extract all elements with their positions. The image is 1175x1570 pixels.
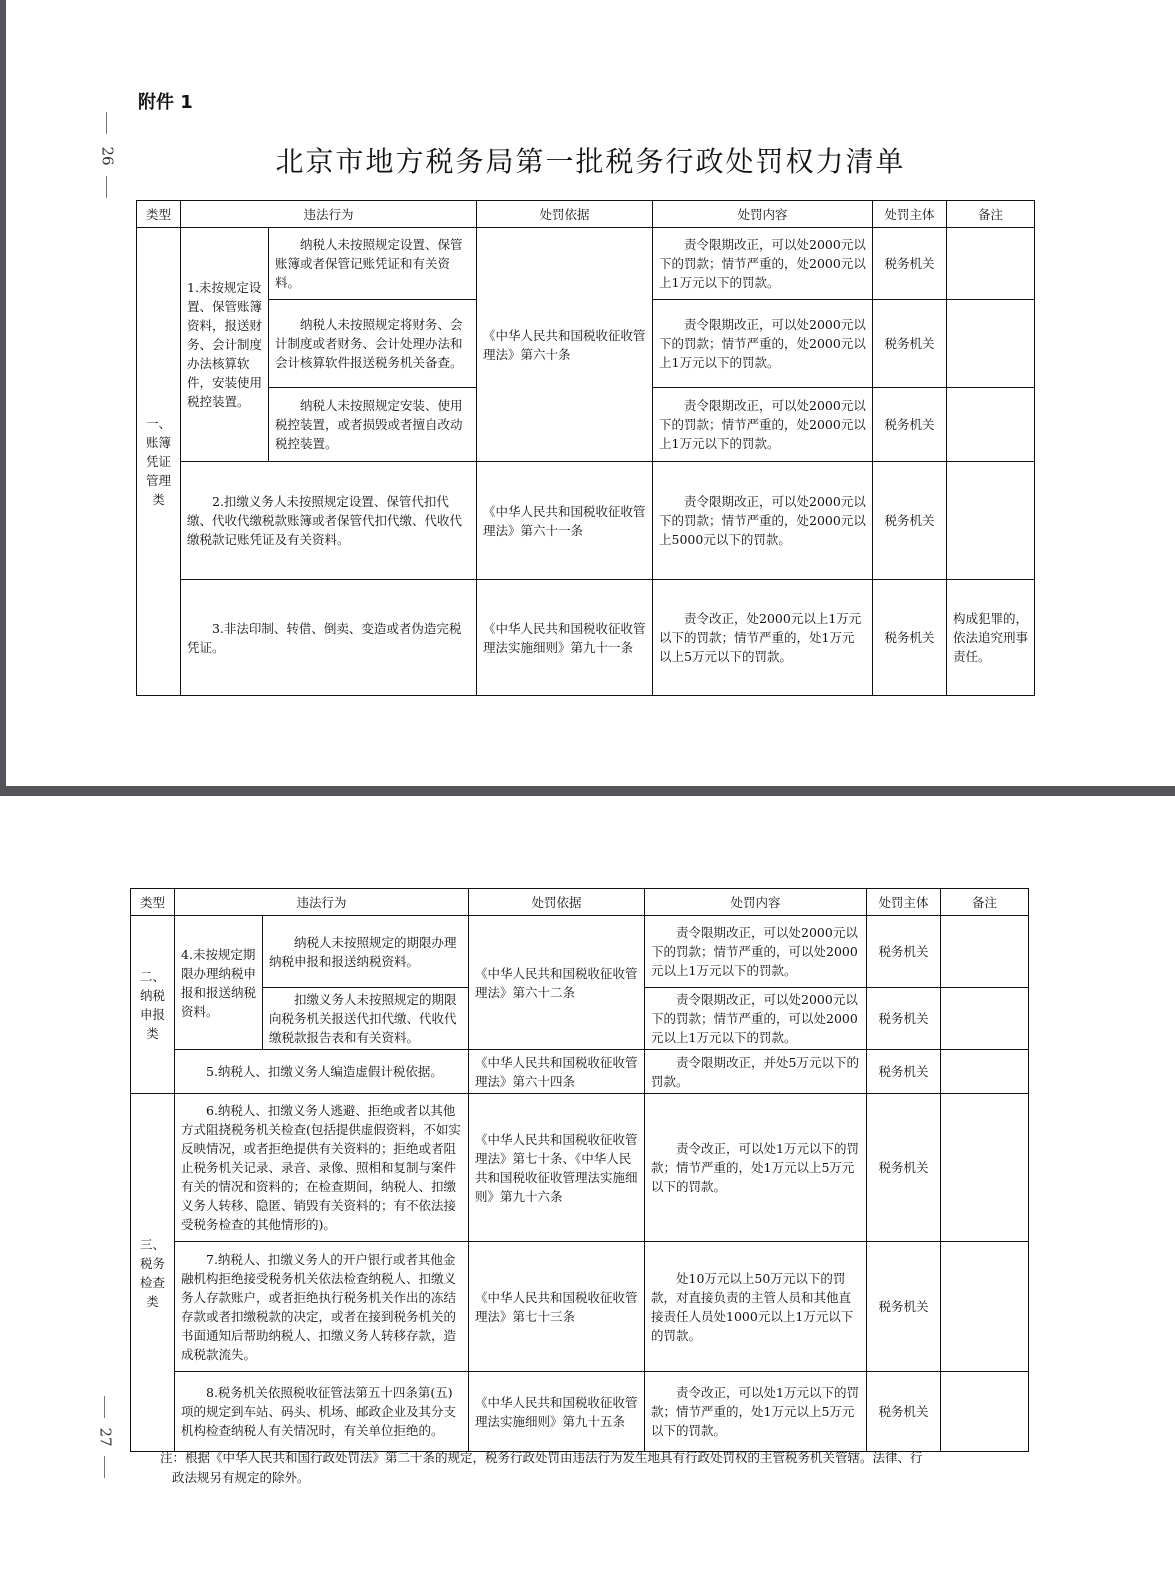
subject-cell: 税务机关 — [873, 300, 947, 388]
header-remark: 备注 — [941, 889, 1029, 916]
content-cell: 责令限期改正，可以处2000元以下的罚款；情节严重的，处2000元以上1万元以下的罚款。 — [653, 300, 873, 388]
header-basis: 处罚依据 — [469, 889, 645, 916]
content-cell: 处10万元以上50万元以下的罚款，对直接负责的主管人员和其他直接责任人员处1000元以上1万元以下的罚款。 — [645, 1242, 867, 1372]
content-cell: 责令限期改正，可以处2000元以下的罚款；情节严重的，可以处2000元以上1万元以下的罚款。 — [645, 988, 867, 1050]
table-row — [131, 916, 1029, 988]
header-subject: 处罚主体 — [873, 201, 947, 228]
basis-cell: 《中华人民共和国税收征收管理法》第六十二条 — [469, 916, 645, 1050]
remark-cell — [941, 1372, 1029, 1452]
margin-rule — [104, 1456, 105, 1478]
table-row — [137, 580, 1035, 696]
table-row — [131, 1242, 1029, 1372]
violation-cell: 纳税人未按照规定设置、保管账簿或者保管记账凭证和有关资料。 — [269, 228, 477, 300]
content-cell: 责令改正，可以处1万元以下的罚款；情节严重的，处1万元以上5万元以下的罚款。 — [645, 1372, 867, 1452]
table-row — [131, 1372, 1029, 1452]
violation-cell: 7.纳税人、扣缴义务人的开户银行或者其他金融机构拒绝接受税务机关依法检查纳税人、扣缴义务人存款账户，或者拒绝执行税务机关作出的冻结存款或者扣缴税款的决定，或者在接到税务机关的书面通知后帮助纳税人、扣缴义务人转移存款，造成税款流失。 — [175, 1242, 469, 1372]
subject-cell: 税务机关 — [867, 988, 941, 1050]
penalty-table — [136, 200, 1035, 696]
header-type: 类型 — [137, 201, 181, 228]
remark-cell — [941, 1242, 1029, 1372]
subject-cell: 税务机关 — [867, 1242, 941, 1372]
basis-cell: 《中华人民共和国税收征收管理法》第六十条 — [477, 228, 653, 462]
category-cell: 二、纳税申报类 — [131, 916, 175, 1094]
subject-cell: 税务机关 — [873, 580, 947, 696]
footnote-line: 政法规另有规定的除外。 — [172, 1470, 310, 1485]
item-group-cell: 1.未按规定设置、保管账簿资料，报送财务、会计制度办法核算软件，安装使用税控装置。 — [181, 228, 269, 462]
header-violation: 违法行为 — [175, 889, 469, 916]
violation-cell: 5.纳税人、扣缴义务人编造虚假计税依据。 — [175, 1050, 469, 1094]
remark-cell — [947, 228, 1035, 300]
footnote — [160, 1448, 1040, 1488]
table-row — [137, 462, 1035, 580]
remark-cell — [947, 300, 1035, 388]
violation-cell: 纳税人未按照规定的期限办理纳税申报和报送纳税资料。 — [263, 916, 469, 988]
attachment-label: 附件 1 — [138, 92, 193, 113]
penalty-table — [130, 888, 1029, 1452]
document-page-27 — [0, 796, 1175, 1570]
table-header-row — [131, 889, 1029, 916]
content-cell: 责令限期改正，可以处2000元以下的罚款；情节严重的，可以处2000元以上1万元以下的罚款。 — [645, 916, 867, 988]
content-cell: 责令限期改正，可以处2000元以下的罚款；情节严重的，处2000元以上1万元以下的罚款。 — [653, 388, 873, 462]
table-row — [131, 1094, 1029, 1242]
remark-cell: 构成犯罪的，依法追究刑事责任。 — [947, 580, 1035, 696]
margin-rule — [104, 1396, 105, 1418]
basis-cell: 《中华人民共和国税收征收管理法实施细则》第九十五条 — [469, 1372, 645, 1452]
header-content: 处罚内容 — [645, 889, 867, 916]
document-page-26 — [6, 0, 1175, 786]
violation-cell: 6.纳税人、扣缴义务人逃避、拒绝或者以其他方式阻挠税务机关检查(包括提供虚假资料，不如实反映情况，或者拒绝提供有关资料的；拒绝或者阻止税务机关记录、录音、录像、照相和复制与案件有关的情况和资料的；在检查期间，纳税人、扣缴义务人转移、隐匿、销毁有关资料的；有不依法接受税务检查的其他情形的)。 — [175, 1094, 469, 1242]
violation-cell: 纳税人未按照规定安装、使用税控装置，或者损毁或者擅自改动税控装置。 — [269, 388, 477, 462]
table-row — [137, 228, 1035, 300]
basis-cell: 《中华人民共和国税收征收管理法实施细则》第九十一条 — [477, 580, 653, 696]
margin-rule — [106, 112, 107, 134]
basis-cell: 《中华人民共和国税收征收管理法》第七十三条 — [469, 1242, 645, 1372]
header-type: 类型 — [131, 889, 175, 916]
violation-cell: 3.非法印制、转借、倒卖、变造或者伪造完税凭证。 — [181, 580, 477, 696]
subject-cell: 税务机关 — [867, 1094, 941, 1242]
subject-cell: 税务机关 — [873, 462, 947, 580]
remark-cell — [941, 916, 1029, 988]
content-cell: 责令限期改正，可以处2000元以下的罚款；情节严重的，处2000元以上1万元以下的罚款。 — [653, 228, 873, 300]
subject-cell: 税务机关 — [867, 916, 941, 988]
subject-cell: 税务机关 — [867, 1372, 941, 1452]
violation-cell: 8.税务机关依照税收征管法第五十四条第(五)项的规定到车站、码头、机场、邮政企业及其分支机构检查纳税人有关情况时，有关单位拒绝的。 — [175, 1372, 469, 1452]
basis-cell: 《中华人民共和国税收征收管理法》第六十一条 — [477, 462, 653, 580]
violation-cell: 纳税人未按照规定将财务、会计制度或者财务、会计处理办法和会计核算软件报送税务机关备查。 — [269, 300, 477, 388]
subject-cell: 税务机关 — [867, 1050, 941, 1094]
remark-cell — [947, 388, 1035, 462]
category-cell: 三、税务检查类 — [131, 1094, 175, 1452]
remark-cell — [941, 988, 1029, 1050]
content-cell: 责令改正，可以处1万元以下的罚款；情节严重的，处1万元以上5万元以下的罚款。 — [645, 1094, 867, 1242]
item-group-cell: 4.未按规定期限办理纳税申报和报送纳税资料。 — [175, 916, 263, 1050]
header-content: 处罚内容 — [653, 201, 873, 228]
basis-cell: 《中华人民共和国税收征收管理法》第六十四条 — [469, 1050, 645, 1094]
basis-cell: 《中华人民共和国税收征收管理法》第七十条、《中华人民共和国税收征收管理法实施细则》第九十六条 — [469, 1094, 645, 1242]
header-remark: 备注 — [947, 201, 1035, 228]
violation-cell: 扣缴义务人未按照规定的期限向税务机关报送代扣代缴、代收代缴税款报告表和有关资料。 — [263, 988, 469, 1050]
footnote-line: 注：根据《中华人民共和国行政处罚法》第二十条的规定，税务行政处罚由违法行为发生地具有行政处罚权的主管税务机关管辖。法律、行 — [160, 1450, 923, 1465]
category-cell: 一、账簿凭证管理类 — [137, 228, 181, 696]
page-number: 27 — [96, 1427, 115, 1447]
content-cell: 责令限期改正，可以处2000元以下的罚款；情节严重的，处2000元以上5000元以下的罚款。 — [653, 462, 873, 580]
subject-cell: 税务机关 — [873, 228, 947, 300]
table-header-row — [137, 201, 1035, 228]
violation-cell: 2.扣缴义务人未按照规定设置、保管代扣代缴、代收代缴税款账簿或者保管代扣代缴、代收代缴税款记账凭证及有关资料。 — [181, 462, 477, 580]
header-basis: 处罚依据 — [477, 201, 653, 228]
remark-cell — [941, 1050, 1029, 1094]
page-number: 26 — [98, 146, 117, 166]
content-cell: 责令改正，处2000元以上1万元以下的罚款；情节严重的，处1万元以上5万元以下的罚款。 — [653, 580, 873, 696]
content-cell: 责令限期改正，并处5万元以下的罚款。 — [645, 1050, 867, 1094]
table-row — [131, 1050, 1029, 1094]
header-subject: 处罚主体 — [867, 889, 941, 916]
remark-cell — [941, 1094, 1029, 1242]
header-violation: 违法行为 — [181, 201, 477, 228]
page-title: 北京市地方税务局第一批税务行政处罚权力清单 — [275, 145, 906, 178]
remark-cell — [947, 462, 1035, 580]
subject-cell: 税务机关 — [873, 388, 947, 462]
